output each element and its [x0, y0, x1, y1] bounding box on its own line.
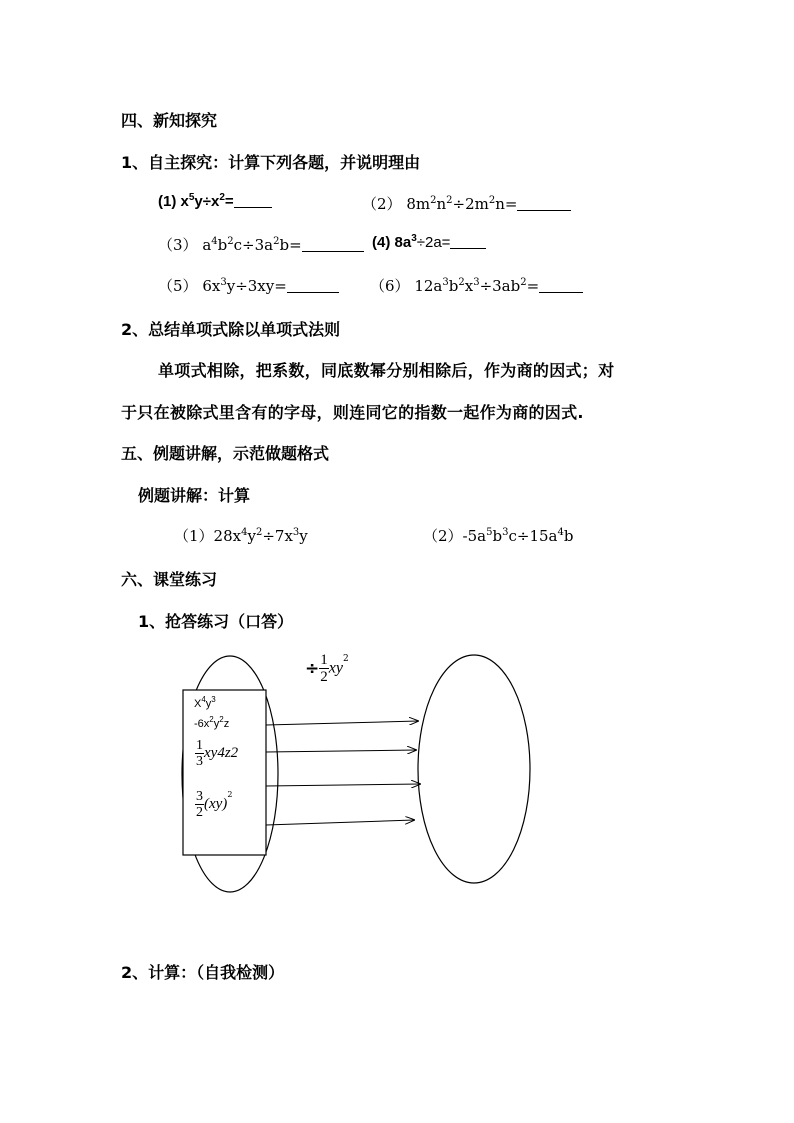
example-term: y — [299, 527, 308, 545]
fraction-numerator: 3 — [196, 789, 203, 804]
exp: 2 — [209, 715, 214, 724]
exp: 5 — [188, 192, 195, 203]
item-4-term: ÷2a= — [416, 234, 451, 251]
item-3-term: c÷3a — [233, 236, 274, 254]
expr-fraction — [195, 789, 204, 820]
exp: 3 — [411, 233, 417, 244]
expr-term: y — [213, 718, 220, 730]
exp: 2 — [430, 195, 437, 206]
example-term: 28x — [213, 527, 242, 545]
exp: 3 — [211, 695, 216, 704]
exp: 4 — [557, 527, 564, 538]
item-6-term: 12a — [414, 277, 443, 295]
exp: 2 — [219, 715, 224, 724]
item-6-term: = — [526, 277, 540, 295]
expr-term: y — [205, 698, 212, 710]
exp: 3 — [220, 277, 227, 288]
exp: 2 — [488, 195, 496, 206]
exp: 4 — [201, 695, 206, 704]
box-expression-4 — [195, 789, 232, 820]
item-4-term: 8a — [394, 234, 412, 251]
item-1-label: (1) — [158, 193, 177, 210]
item-6-term: b — [448, 277, 459, 295]
exp: 5 — [486, 527, 493, 538]
fraction-denominator: 3 — [196, 754, 203, 769]
item-2-term: ÷2m — [452, 195, 489, 213]
item-6-term: ÷3ab — [479, 277, 521, 295]
arrow — [266, 784, 420, 786]
example-term: b — [563, 527, 574, 545]
exp: 2 — [227, 236, 234, 247]
fraction-denominator: 2 — [320, 669, 328, 685]
exp: 4 — [211, 236, 218, 247]
expr-variable: xy4z2 — [204, 745, 239, 761]
exp: 2 — [342, 654, 349, 664]
example-term: -5a — [462, 527, 487, 545]
expr-variable: (xy) — [204, 796, 228, 812]
item-3-term: b= — [279, 236, 302, 254]
item-2-term: 8m — [406, 195, 431, 213]
exp: 2 — [458, 277, 465, 288]
exp: 2 — [273, 236, 280, 247]
divisor-variable: xy — [328, 659, 343, 677]
example-2-label: （2） — [423, 527, 463, 545]
exercise-2-title: 2、计算：（自我检测） — [121, 963, 285, 982]
item-3-term: b — [217, 236, 228, 254]
item-2-label: （2） — [362, 195, 402, 213]
item-5-term: y÷3xy= — [226, 277, 287, 295]
exp: 2 — [227, 790, 233, 799]
example-term: y — [247, 527, 256, 545]
example-term: ÷7x — [262, 527, 293, 545]
item-1-term: = — [224, 193, 234, 210]
fraction-numerator: 1 — [320, 652, 328, 668]
rule-line-1: 单项式相除，把系数，同底数幂分别相除后，作为商的因式；对 — [158, 361, 615, 380]
section-4-title: 四、新知探究 — [121, 111, 218, 130]
exp: 2 — [219, 192, 225, 203]
arrow — [266, 721, 418, 725]
box-expression-3 — [195, 738, 238, 769]
question-1-title: 1、自主探究：计算下列各题，并说明理由 — [121, 153, 421, 172]
exercise-1-title: 1、抢答练习（口答） — [138, 612, 294, 631]
item-5-label: （5） — [158, 277, 198, 295]
example-subtitle: 例题讲解：计算 — [138, 486, 251, 505]
item-2-term: n= — [495, 195, 518, 213]
fraction-numerator: 1 — [196, 738, 203, 753]
rule-line-2: 于只在被除式里含有的字母，则连同它的指数一起作为商的因式. — [121, 403, 584, 422]
expr-term: z — [223, 718, 230, 730]
item-6-term: x — [464, 277, 474, 295]
item-5-term: 6x — [202, 277, 221, 295]
example-1-label: （1） — [174, 527, 214, 545]
exp: 3 — [292, 527, 300, 538]
expr-term: -6x — [194, 718, 210, 730]
section-5-title: 五、例题讲解，示范做题格式 — [121, 444, 330, 463]
expression-box — [183, 690, 266, 855]
item-3-term: a — [202, 236, 212, 254]
box-expression-2 — [194, 715, 230, 730]
item-3-label: （3） — [158, 236, 198, 254]
item-2-term: n — [436, 195, 447, 213]
example-term: c÷15a — [508, 527, 558, 545]
divide-sign: ÷ — [305, 658, 320, 679]
question-2-title: 2、总结单项式除以单项式法则 — [121, 320, 341, 339]
exp: 4 — [241, 527, 248, 538]
fraction-denominator: 2 — [196, 805, 203, 820]
right-ellipse — [418, 655, 530, 883]
exp: 3 — [442, 277, 449, 288]
arrow — [266, 820, 414, 825]
example-term: b — [492, 527, 503, 545]
item-1-term: x — [180, 193, 189, 210]
exp: 2 — [520, 277, 527, 288]
exp: 3 — [473, 277, 480, 288]
arrow — [266, 750, 416, 752]
item-1-term: y÷x — [194, 193, 220, 210]
item-6-label: （6） — [370, 277, 410, 295]
exp: 2 — [255, 527, 263, 538]
item-4-label: (4) — [372, 234, 391, 251]
section-6-title: 六、课堂练习 — [121, 570, 218, 589]
box-expression-1 — [194, 695, 216, 710]
exp: 2 — [446, 195, 453, 206]
expr-fraction — [195, 738, 204, 769]
expr-term: X — [194, 698, 202, 710]
exp: 3 — [502, 527, 509, 538]
